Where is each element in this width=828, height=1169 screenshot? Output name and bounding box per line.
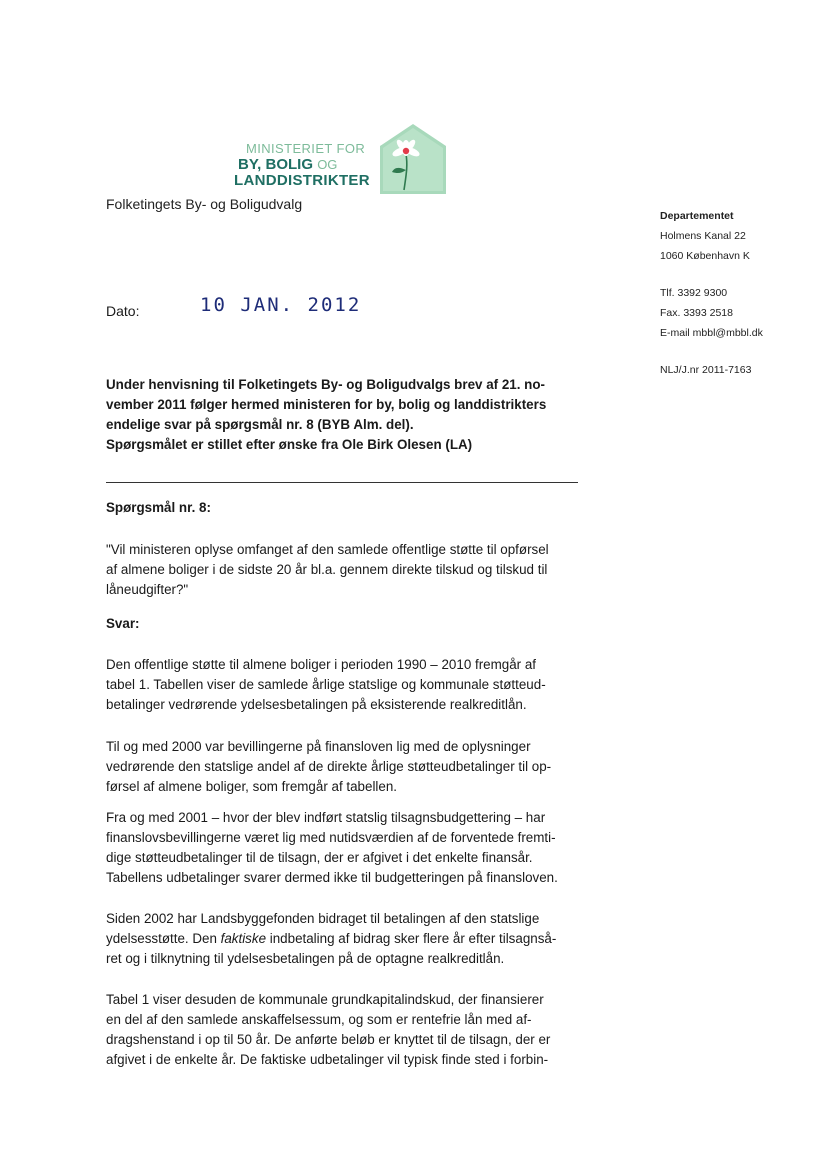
divider — [106, 482, 578, 483]
paragraph-line: finanslovsbevillingerne været lig med nutidsværdien af de forventede fremti- — [106, 830, 556, 845]
logo-wordmark — [234, 142, 370, 188]
logo-line-3: LANDDISTRIKTER — [234, 172, 370, 189]
logo-line-2-og: OG — [317, 157, 338, 172]
logo-line-2-main: BY, BOLIG — [238, 156, 314, 173]
house-flower-icon — [378, 124, 448, 194]
answer-paragraph-4 — [106, 909, 596, 969]
paragraph-line: vedrørende den statslige andel af de direkte årlige støtteudbetalinger til op- — [106, 759, 552, 774]
answer-heading: Svar: — [106, 616, 140, 631]
paragraph-line: Fra og med 2001 – hvor der blev indført statslig tilsagnsbudgettering – har — [106, 810, 546, 825]
paragraph-line: en del af den samlede anskaffelsessum, og som er rentefrie lån med af- — [106, 1012, 532, 1027]
paragraph-line — [106, 929, 596, 949]
emphasis-text: faktiske — [220, 931, 267, 946]
intro-line: vember 2011 følger hermed ministeren for by, bolig og landdistrikters — [106, 397, 547, 412]
email: E-mail mbbl@mbbl.dk — [660, 327, 763, 339]
address-line-2: 1060 København K — [660, 250, 750, 262]
logo-line-2 — [234, 157, 370, 172]
paragraph-line: ret og i tilknytning til ydelsesbetalingen på de optagne realkreditlån. — [106, 951, 505, 966]
fax: Fax. 3393 2518 — [660, 307, 733, 319]
paragraph-line: Siden 2002 har Landsbyggefonden bidraget til betalingen af den statslige — [106, 911, 540, 926]
intro-line: Under henvisning til Folketingets By- og Boligudvalgs brev af 21. no- — [106, 377, 545, 392]
question-line: låneudgifter?" — [106, 582, 189, 597]
paragraph-line: tabel 1. Tabellen viser de samlede årlige statslige og kommunale støtteud- — [106, 677, 546, 692]
paragraph-line: betalinger vedrørende ydelsesbetalingen på eksisterende realkreditlån. — [106, 697, 527, 712]
paragraph-line: Tabellens udbetalinger svarer dermed ikke til budgetteringen på finansloven. — [106, 870, 558, 885]
date-label: Dato: — [106, 303, 140, 319]
answer-paragraph-3 — [106, 808, 596, 888]
logo-line-1: MINISTERIET FOR — [246, 141, 366, 156]
sender-info — [660, 206, 820, 380]
paragraph-line: dige støtteudbetalinger til de tilsagn, der er afgivet i det enkelte finansår. — [106, 850, 533, 865]
intro-paragraph — [106, 375, 596, 455]
paragraph-line: Til og med 2000 var bevillingerne på finansloven lig med de oplysninger — [106, 739, 531, 754]
text-fragment: ydelsesstøtte. Den — [106, 931, 221, 946]
date-stamp: 10 JAN. 2012 — [200, 294, 362, 316]
paragraph-line: Tabel 1 viser desuden de kommunale grundkapitalindskud, der finansierer — [106, 992, 544, 1007]
answer-paragraph-2 — [106, 737, 596, 797]
paragraph-line: Den offentlige støtte til almene boliger i perioden 1990 – 2010 fremgår af — [106, 657, 537, 672]
paragraph-line: førsel af almene boliger, som fremgår af tabellen. — [106, 779, 398, 794]
paragraph-line: dragshenstand i op til 50 år. De anførte beløb er knyttet til de tilsagn, der er — [106, 1032, 551, 1047]
department-name: Departementet — [660, 210, 734, 222]
paragraph-line: afgivet i de enkelte år. De faktiske udbetalinger vil typisk finde sted i forbin- — [106, 1052, 549, 1067]
text-fragment: indbetaling af bidrag sker flere år efter tilsagnså- — [266, 931, 557, 946]
intro-line: Spørgsmålet er stillet efter ønske fra Ole Birk Olesen (LA) — [106, 437, 473, 452]
answer-paragraph-1 — [106, 655, 596, 715]
question-heading: Spørgsmål nr. 8: — [106, 500, 211, 515]
address-line-1: Holmens Kanal 22 — [660, 230, 746, 242]
reference-number: NLJ/J.nr 2011-7163 — [660, 364, 752, 376]
answer-paragraph-5 — [106, 990, 596, 1070]
ministry-logo — [234, 124, 448, 194]
question-text — [106, 540, 596, 600]
question-line: "Vil ministeren oplyse omfanget af den samlede offentlige støtte til opførsel — [106, 542, 549, 557]
question-line: af almene boliger i de sidste 20 år bl.a. gennem direkte tilskud og tilskud til — [106, 562, 548, 577]
recipient: Folketingets By- og Boligudvalg — [106, 196, 303, 212]
intro-line: endelige svar på spørgsmål nr. 8 (BYB Alm. del). — [106, 417, 414, 432]
phone: Tlf. 3392 9300 — [660, 287, 728, 299]
